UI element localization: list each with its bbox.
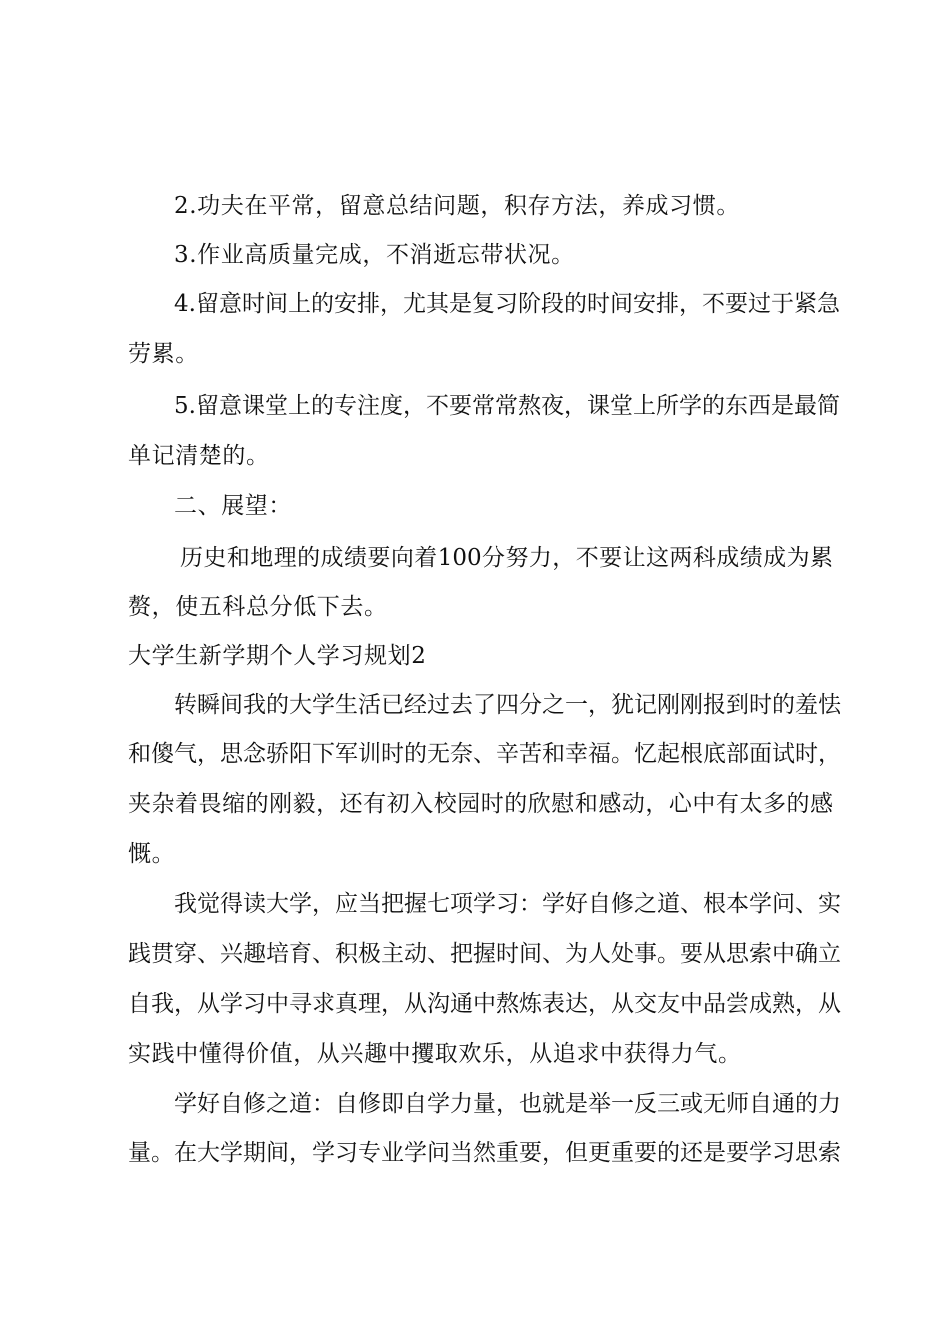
paragraph-line: 实践中懂得价值，从兴趣中攫取欢乐，从追求中获得力气。 [128, 1041, 742, 1067]
paragraph-line: 我觉得读大学，应当把握七项学习：学好自修之道、根本学问、实 [174, 891, 841, 917]
paragraph-line: 4.留意时间上的安排，尤其是复习阶段的时间安排，不要过于紧急 [174, 291, 840, 317]
paragraph-line: 学好自修之道：自修即自学力量，也就是举一反三或无师自通的力 [174, 1091, 841, 1117]
paragraph-line: 3.作业高质量完成，不消逝忘带状况。 [174, 242, 575, 268]
paragraph-line: 单记清楚的。 [128, 443, 270, 469]
section-heading: 二、展望： [174, 493, 292, 519]
paragraph-line: 劳累。 [128, 341, 199, 367]
paragraph-line: 历史和地理的成绩要向着100分努力，不要让这两科成绩成为累 [180, 545, 833, 571]
paragraph-line: 转瞬间我的大学生活已经过去了四分之一，犹记刚刚报到时的羞怯 [174, 692, 841, 718]
paragraph-line: 夹杂着畏缩的刚毅，还有初入校园时的欣慰和感动，心中有太多的感 [128, 791, 833, 817]
paragraph-line: 慨。 [128, 841, 176, 867]
paragraph-line: 量。在大学期间，学习专业学问当然重要，但更重要的还是要学习思索 [128, 1140, 841, 1166]
document-subtitle: 大学生新学期个人学习规划2 [128, 643, 427, 669]
paragraph-line: 和傻气，思念骄阳下军训时的无奈、辛苦和幸福。忆起根底部面试时， [128, 741, 841, 767]
paragraph-line: 2.功夫在平常，留意总结问题，积存方法，养成习惯。 [174, 193, 740, 219]
paragraph-line: 5.留意课堂上的专注度，不要常常熬夜，课堂上所学的东西是最简 [174, 393, 840, 419]
paragraph-line: 自我，从学习中寻求真理，从沟通中熬炼表达，从交友中品尝成熟，从 [128, 991, 841, 1017]
paragraph-line: 赘，使五科总分低下去。 [128, 594, 388, 620]
paragraph-line: 践贯穿、兴趣培育、积极主动、把握时间、为人处事。要从思索中确立 [128, 941, 841, 967]
